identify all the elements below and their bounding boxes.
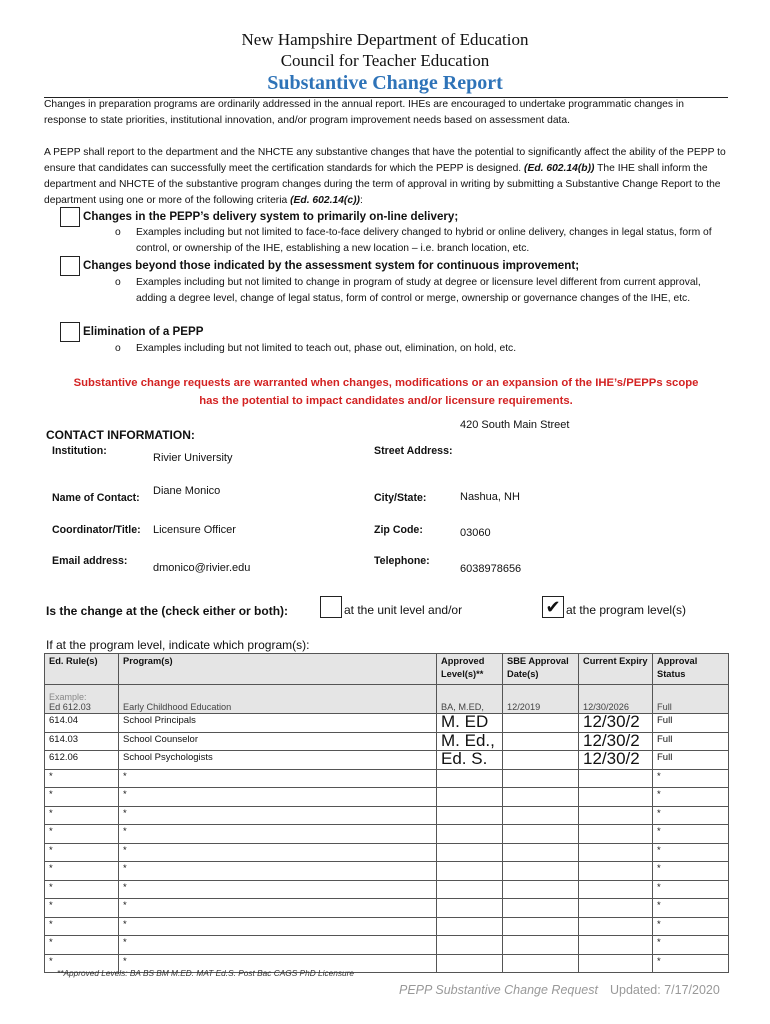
zip-code-label: Zip Code: <box>374 524 423 536</box>
header-approved-levels: Approved Level(s)** <box>437 654 503 685</box>
program-rule-cell[interactable]: * <box>45 936 119 955</box>
program-status-cell[interactable]: * <box>653 936 729 955</box>
criterion-3-example: Examples including but not limited to teach out, phase out, elimination, on hold, etc. <box>136 343 517 354</box>
program-status-cell[interactable]: * <box>653 843 729 862</box>
program-expiry-cell[interactable] <box>579 843 653 862</box>
example-status-cell: Full <box>653 685 729 714</box>
header-ed-rules: Ed. Rule(s) <box>45 654 119 685</box>
program-program-cell[interactable]: * <box>119 917 437 936</box>
program-rule-cell[interactable]: * <box>45 880 119 899</box>
criterion-2-checkbox[interactable] <box>60 256 80 276</box>
table-row <box>45 843 729 862</box>
program-rule-cell[interactable]: * <box>45 917 119 936</box>
table-row <box>45 917 729 936</box>
program-status-cell[interactable]: Full <box>653 751 729 770</box>
program-expiry-cell[interactable]: 12/30/2 <box>579 732 653 751</box>
program-status-cell[interactable]: * <box>653 954 729 973</box>
program-expiry-cell[interactable]: 12/30/2 <box>579 714 653 733</box>
program-sbe-date-cell[interactable] <box>503 769 579 788</box>
program-rule-cell[interactable]: 614.03 <box>45 732 119 751</box>
table-row <box>45 714 729 733</box>
criterion-2-example: Examples including but not limited to change in program of study at degree or licensure level different from current approval, adding a degree level, change of legal status, form of control or merge, ownership or governance changes of the IHE, etc. <box>136 277 701 304</box>
criterion-2-title: Changes beyond those indicated by the assessment system for continuous improvement; <box>83 259 580 272</box>
council-name: Council for Teacher Education <box>280 51 490 70</box>
program-rule-cell[interactable]: 614.04 <box>45 714 119 733</box>
program-status-cell[interactable]: * <box>653 788 729 807</box>
program-status-cell[interactable]: Full <box>653 732 729 751</box>
intro-paragraph-2: A PEPP shall report to the department and the NHCTE any substantive changes that have the potential to significantly affect the ability of the PEPP to ensure that candidates can successfully meet the certification standards for which the PEPP is designed. (Ed. 602.14(b)) The IHE shall inform the department and NHCTE of the substantive program changes during the term of approval in writing by submitting a Substantive Change Report to the department using one or more of the following criteria (Ed. 602.14(c)): <box>44 147 726 206</box>
program-status-cell[interactable]: * <box>653 917 729 936</box>
program-rule-cell[interactable]: * <box>45 806 119 825</box>
program-program-cell[interactable]: * <box>119 769 437 788</box>
table-row <box>45 806 729 825</box>
program-status-cell[interactable]: * <box>653 769 729 788</box>
program-program-cell[interactable]: * <box>119 843 437 862</box>
program-expiry-cell[interactable] <box>579 788 653 807</box>
program-program-cell[interactable]: * <box>119 806 437 825</box>
table-row <box>45 825 729 844</box>
program-sbe-date-cell[interactable] <box>503 917 579 936</box>
program-rule-cell[interactable]: * <box>45 954 119 973</box>
program-level-cell[interactable] <box>437 843 503 862</box>
criterion-2-bullet-mark: o <box>115 277 121 288</box>
program-level-cell[interactable]: Ed. S. <box>437 751 503 770</box>
program-expiry-cell[interactable] <box>579 880 653 899</box>
program-level-cell[interactable] <box>437 825 503 844</box>
email-field[interactable]: dmonico@rivier.edu <box>153 562 251 574</box>
telephone-field[interactable]: 6038978656 <box>460 563 522 575</box>
program-sbe-date-cell[interactable] <box>503 843 579 862</box>
program-sbe-date-cell[interactable] <box>503 899 579 918</box>
programs-table <box>44 653 729 973</box>
table-row <box>45 732 729 751</box>
program-program-cell[interactable]: * <box>119 954 437 973</box>
header-current-expiry: Current Expiry <box>579 654 653 685</box>
program-expiry-cell[interactable] <box>579 825 653 844</box>
program-rule-cell[interactable]: * <box>45 862 119 881</box>
program-status-cell[interactable]: Full <box>653 714 729 733</box>
program-level-cell[interactable] <box>437 880 503 899</box>
table-row <box>45 862 729 881</box>
program-level-checkbox[interactable]: ✔ <box>542 596 564 618</box>
program-expiry-cell[interactable]: 12/30/2 <box>579 751 653 770</box>
unit-level-label: at the unit level and/or <box>344 603 463 617</box>
program-level-cell[interactable] <box>437 917 503 936</box>
contact-name-field[interactable]: Diane Monico <box>153 485 221 497</box>
program-expiry-cell[interactable] <box>579 917 653 936</box>
coordinator-title-label: Coordinator/Title: <box>52 524 141 536</box>
table-row <box>45 751 729 770</box>
program-sbe-date-cell[interactable] <box>503 880 579 899</box>
header-programs: Program(s) <box>119 654 437 685</box>
program-level-cell[interactable] <box>437 788 503 807</box>
header-sbe-approval-dates: SBE Approval Date(s) <box>503 654 579 685</box>
criterion-1-example: Examples including but not limited to face-to-face delivery changed to hybrid or online delivery, changes in legal status, form of control, or ownership of the IHE, establishing a new location – i.e. branch location, etc. <box>136 227 712 254</box>
program-sbe-date-cell[interactable] <box>503 825 579 844</box>
program-expiry-cell[interactable] <box>579 936 653 955</box>
example-row <box>45 685 729 714</box>
program-program-cell[interactable]: * <box>119 880 437 899</box>
program-expiry-cell[interactable] <box>579 769 653 788</box>
program-sbe-date-cell[interactable] <box>503 751 579 770</box>
example-label: Example: <box>49 692 87 702</box>
program-rule-cell[interactable]: * <box>45 769 119 788</box>
criterion-3-checkbox[interactable] <box>60 322 80 342</box>
contact-name-label: Name of Contact: <box>52 492 140 504</box>
program-level-label: at the program level(s) <box>566 603 687 617</box>
program-expiry-cell[interactable] <box>579 862 653 881</box>
program-program-cell[interactable]: * <box>119 899 437 918</box>
program-sbe-date-cell[interactable] <box>503 954 579 973</box>
table-row <box>45 936 729 955</box>
city-state-field[interactable]: Nashua, NH <box>460 491 520 503</box>
program-sbe-date-cell[interactable] <box>503 936 579 955</box>
criterion-1-checkbox[interactable] <box>60 207 80 227</box>
program-level-cell[interactable] <box>437 806 503 825</box>
contact-heading: CONTACT INFORMATION: <box>46 428 195 442</box>
table-header-row <box>45 654 729 685</box>
department-name: New Hampshire Department of Education <box>241 30 529 49</box>
example-expiry-cell: 12/30/2026 <box>579 685 653 714</box>
example-program-cell: Early Childhood Education <box>119 685 437 714</box>
email-label: Email address: <box>52 555 128 567</box>
footer-document-name: PEPP Substantive Change Request <box>399 983 598 997</box>
telephone-label: Telephone: <box>374 555 430 567</box>
table-row <box>45 899 729 918</box>
institution-label: Institution: <box>52 445 107 457</box>
program-status-cell[interactable]: * <box>653 806 729 825</box>
program-level-cell[interactable] <box>437 936 503 955</box>
program-level-cell[interactable]: M. ED <box>437 714 503 733</box>
program-program-cell[interactable]: School Psychologists <box>119 751 437 770</box>
footer-updated-date: Updated: 7/17/2020 <box>610 983 720 997</box>
program-program-cell[interactable]: * <box>119 825 437 844</box>
table-row <box>45 788 729 807</box>
table-row <box>45 880 729 899</box>
program-rule-cell[interactable]: * <box>45 788 119 807</box>
unit-level-checkbox[interactable] <box>320 596 342 618</box>
program-expiry-cell[interactable] <box>579 899 653 918</box>
criterion-1-title: Changes in the PEPP’s delivery system to primarily on-line delivery; <box>83 210 459 223</box>
program-level-cell[interactable]: M. Ed., <box>437 732 503 751</box>
street-address-label: Street Address: <box>374 445 453 457</box>
program-level-cell[interactable] <box>437 954 503 973</box>
program-rule-cell[interactable]: * <box>45 899 119 918</box>
coordinator-title-field[interactable]: Licensure Officer <box>153 524 236 536</box>
program-expiry-cell[interactable] <box>579 806 653 825</box>
change-level-question: Is the change at the (check either or both): <box>46 604 289 618</box>
program-rule-cell[interactable]: 612.06 <box>45 751 119 770</box>
example-level-cell: BA, M.ED, <box>437 685 503 714</box>
program-expiry-cell[interactable] <box>579 954 653 973</box>
street-address-field[interactable]: 420 South Main Street <box>460 419 570 431</box>
warning-line-1: Substantive change requests are warranted when changes, modifications or an expansion of the IHE’s/PEPPs scope <box>73 377 699 389</box>
program-status-cell[interactable]: * <box>653 880 729 899</box>
program-program-cell[interactable]: School Principals <box>119 714 437 733</box>
program-level-cell[interactable] <box>437 769 503 788</box>
program-level-cell[interactable] <box>437 862 503 881</box>
program-sbe-date-cell[interactable] <box>503 806 579 825</box>
example-sbe-cell: 12/2019 <box>503 685 579 714</box>
criterion-3-title: Elimination of a PEPP <box>83 325 204 338</box>
criterion-3-bullet-mark: o <box>115 343 121 354</box>
program-program-cell[interactable]: * <box>119 788 437 807</box>
program-sbe-date-cell[interactable] <box>503 862 579 881</box>
program-status-cell[interactable]: * <box>653 862 729 881</box>
program-sbe-date-cell[interactable] <box>503 788 579 807</box>
program-level-cell[interactable] <box>437 899 503 918</box>
program-status-cell[interactable]: * <box>653 825 729 844</box>
zip-code-field[interactable]: 03060 <box>460 527 491 539</box>
intro-paragraph-1: Changes in preparation programs are ordinarily addressed in the annual report. IHEs are encouraged to undertake programmatic changes in response to state priorities, institutional innovation, and/or program improvement needs based on assessment data. <box>44 99 684 126</box>
program-program-cell[interactable]: School Counselor <box>119 732 437 751</box>
program-rule-cell[interactable]: * <box>45 825 119 844</box>
program-status-cell[interactable]: * <box>653 899 729 918</box>
table-row <box>45 769 729 788</box>
program-program-cell[interactable]: * <box>119 936 437 955</box>
program-sbe-date-cell[interactable] <box>503 732 579 751</box>
program-program-cell[interactable]: * <box>119 862 437 881</box>
header-approval-status: Approval Status <box>653 654 729 685</box>
program-rule-cell[interactable]: * <box>45 843 119 862</box>
example-rule-cell: Example: Ed 612.03 <box>45 685 119 714</box>
program-sbe-date-cell[interactable] <box>503 714 579 733</box>
programs-intro: If at the program level, indicate which program(s): <box>46 638 310 652</box>
warning-line-2: has the potential to impact candidates and/or licensure requirements. <box>199 395 573 407</box>
city-state-label: City/State: <box>374 492 427 504</box>
page-title: Substantive Change Report <box>267 72 503 94</box>
criterion-1-bullet-mark: o <box>115 227 121 238</box>
approved-levels-note: **Approved Levels: BA BS BM M.ED. MAT Ed.S. Post Bac CAGS PhD Licensure <box>57 968 354 978</box>
institution-field[interactable]: Rivier University <box>153 452 233 464</box>
